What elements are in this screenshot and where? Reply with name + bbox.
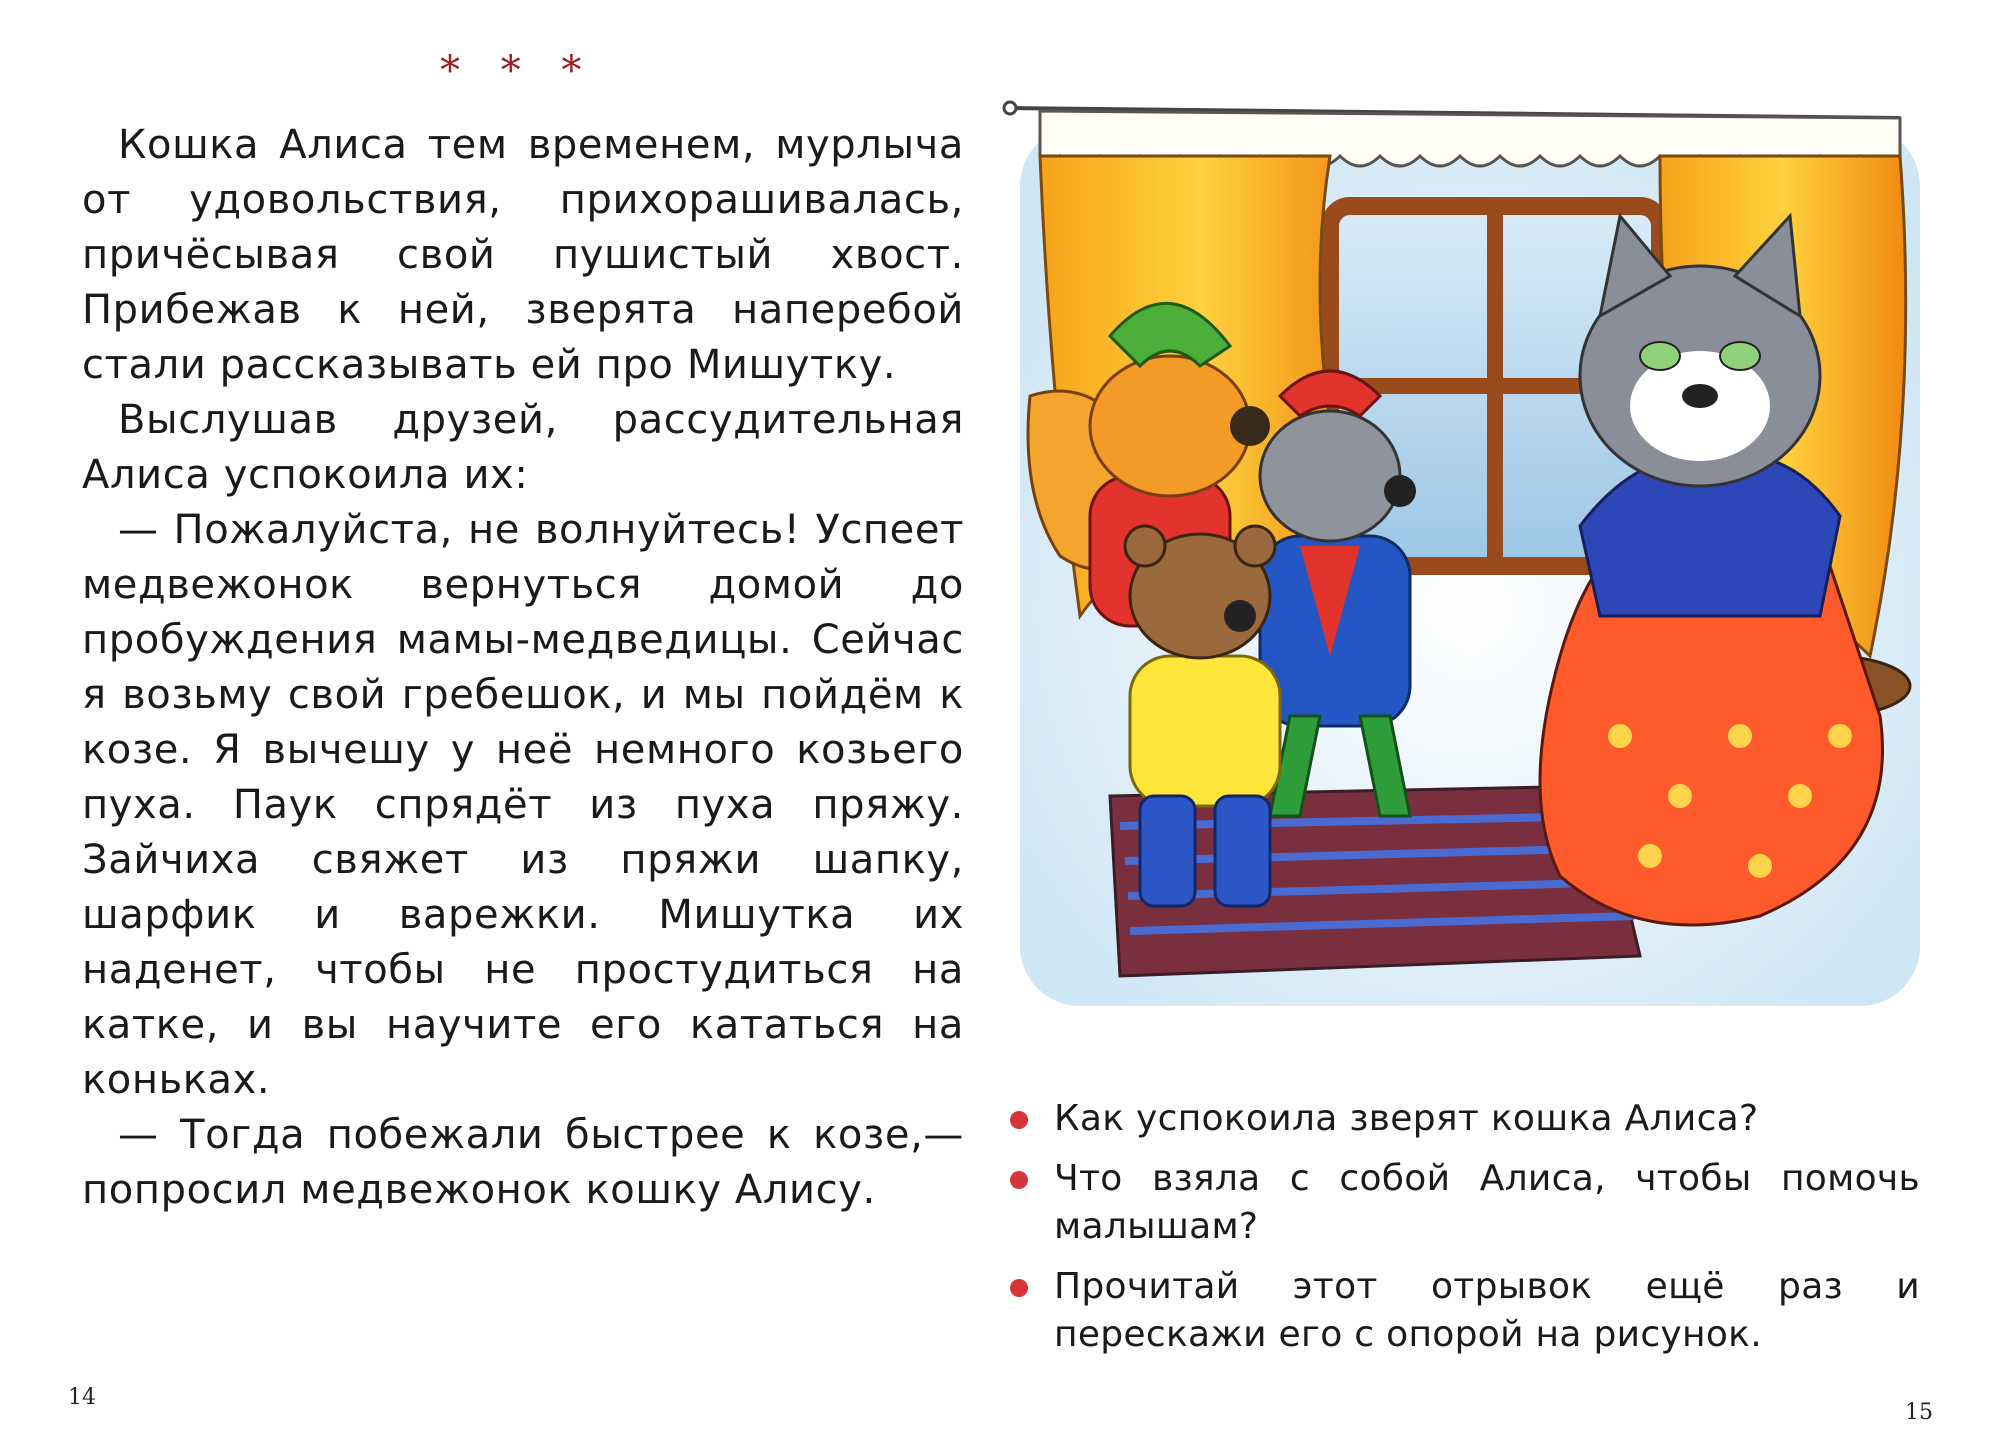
paragraph: — Тогда побежали быстрее к козе,— попросил медвежонок кошку Алису. xyxy=(82,1112,964,1213)
section-separator: * * * xyxy=(440,48,596,94)
question-text: Прочитай этот отрывок ещё раз и перескажи его с опорой на рисунок. xyxy=(1054,1266,1920,1355)
list-item xyxy=(1010,1095,1920,1143)
bullet-icon xyxy=(1010,1279,1028,1297)
story-text xyxy=(82,118,964,1218)
paragraph: Выслушав друзей, рассудительная Алиса успокоила их: xyxy=(82,397,964,498)
paragraph: — Пожалуйста, не волнуйтесь! Успеет медвежонок вернуться домой до пробуждения мамы-медведицы. Сейчас я возьму свой гребешок, и мы пойдём к козе. Я вычешу у неё немного козьего пуха. Паук спрядёт из пуха пряжу. Зайчиха свяжет из пряжи шапку, шарфик и варежки. Мишутка их наденет, чтобы не простудиться на катке, и вы научите его кататься на коньках. xyxy=(82,507,964,1103)
question-text: Как успокоила зверят кошка Алиса? xyxy=(1054,1098,1759,1139)
story-illustration xyxy=(1000,96,1940,1056)
paragraph: Кошка Алиса тем временем, мурлыча от удовольствия, прихорашивалась, причёсывая свой пушистый хвост. Прибежав к ней, зверята наперебой стали рассказывать ей про Мишутку. xyxy=(82,122,964,388)
bullet-icon xyxy=(1010,1171,1028,1189)
page-number-left: 14 xyxy=(68,1385,96,1410)
question-text: Что взяла с собой Алиса, чтобы помочь малышам? xyxy=(1054,1158,1920,1247)
list-item xyxy=(1010,1263,1920,1359)
bullet-icon xyxy=(1010,1111,1028,1129)
question-list xyxy=(1010,1095,1920,1371)
page-number-right: 15 xyxy=(1905,1400,1933,1425)
list-item xyxy=(1010,1155,1920,1251)
